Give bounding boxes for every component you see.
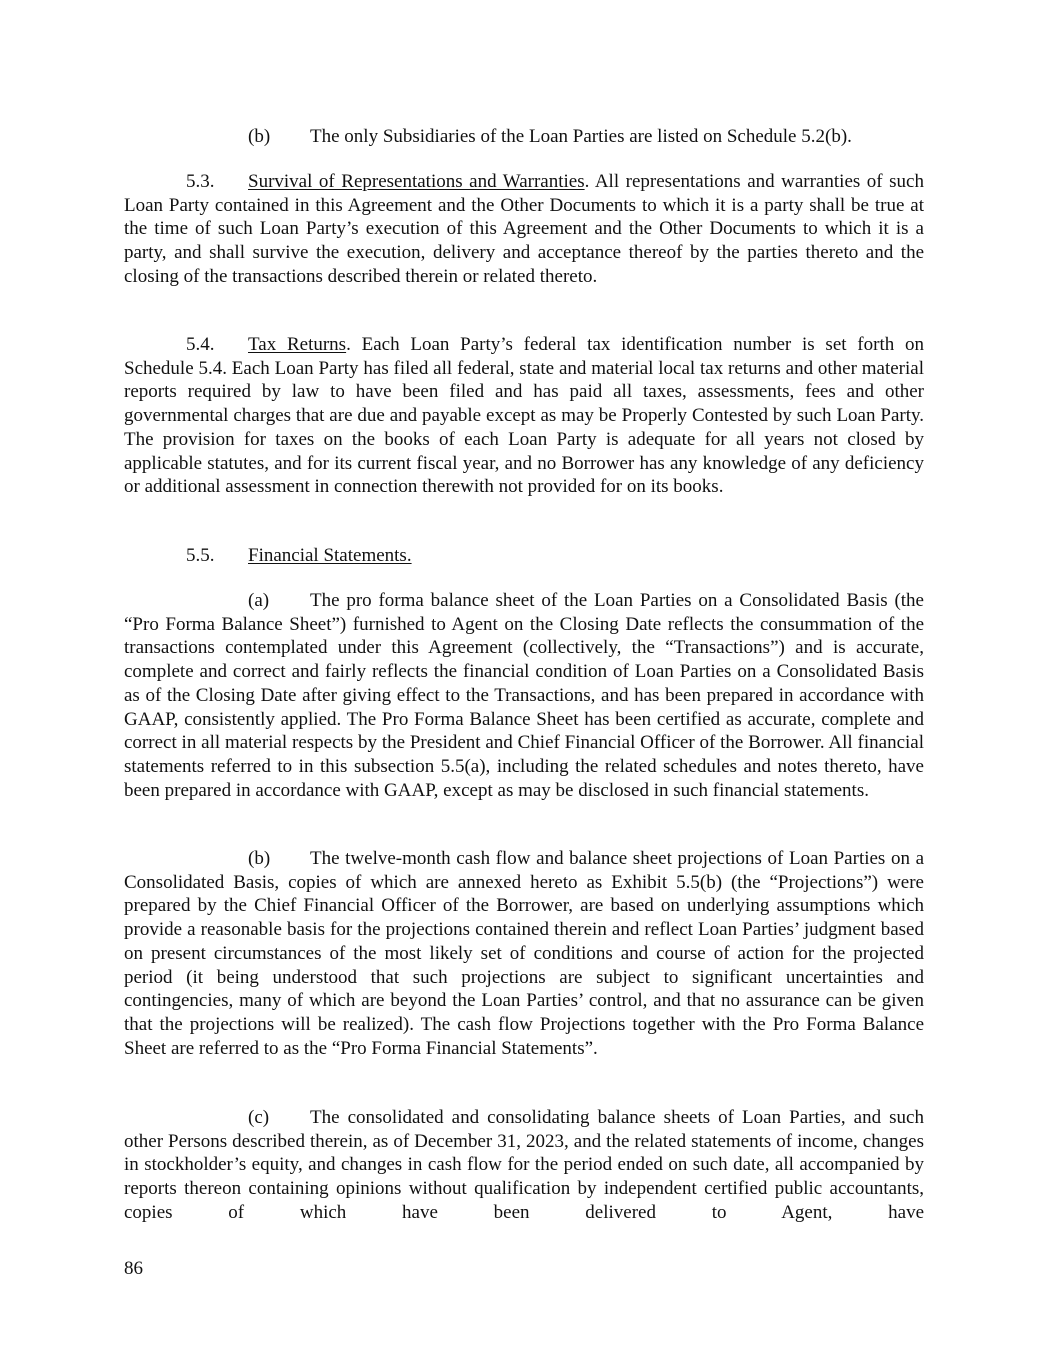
paragraph-text: . All representations and warranties of such Loan Party contained in this Agreement and the Other Documents to which it is a party shall be true at the time of such Loan Party’s execution of this Agreement and the Other Documents to which it is a party, and shall survive the execution, delivery and acceptance thereof by the parties thereto and the closing of the transactions described therein or related thereto. bbox=[124, 171, 924, 287]
section-5-4 bbox=[124, 333, 924, 499]
page-number: 86 bbox=[124, 1258, 143, 1279]
section-heading: Financial Statements. bbox=[248, 545, 412, 566]
paragraph-text: The only Subsidiaries of the Loan Parties are listed on Schedule 5.2(b). bbox=[310, 126, 852, 147]
section-number: 5.4. bbox=[186, 334, 215, 355]
section-heading: Survival of Representations and Warranties bbox=[248, 171, 585, 192]
section-heading: Tax Returns bbox=[248, 334, 347, 355]
section-5-3 bbox=[124, 170, 924, 289]
item-label: (c) bbox=[248, 1107, 270, 1128]
section-number: 5.5. bbox=[186, 545, 215, 566]
section-5-5 bbox=[124, 544, 924, 568]
paragraph-5-5-c bbox=[124, 1106, 924, 1225]
item-label: (a) bbox=[248, 590, 270, 611]
paragraph-text: The consolidated and consolidating balance sheets of Loan Parties, and such other Persons described therein, as of December 31, 2023, and the related statements of income, changes in stockholder’s equity, and changes in cash flow for the period ended on such date, all accompanied by reports thereon containing opinions without qualification by independent certified public accountants, copies of which have been delivered to Agent, have bbox=[124, 1107, 924, 1223]
section-number: 5.3. bbox=[186, 171, 215, 192]
paragraph-5-5-a bbox=[124, 589, 924, 802]
paragraph-text: . Each Loan Party’s federal tax identification number is set forth on Schedule 5.4. Each Loan Party has filed all federal, state and material local tax returns and other material reports required by law to have been filed and has paid all taxes, assessments, fees and other governmental charges that are due and payable except as may be Properly Contested by such Loan Party. The provision for taxes on the books of each Loan Party is adequate for all years not closed by applicable statutes, and for its current fiscal year, and no Borrower has any knowledge of any deficiency or additional assessment in connection therewith not provided for on its books. bbox=[124, 334, 924, 498]
paragraph-text: The pro forma balance sheet of the Loan Parties on a Consolidated Basis (the “Pro Forma Balance Sheet”) furnished to Agent on the Closing Date reflects the consummation of the transactions contemplated under this Agreement (collectively, the “Transactions”) and is accurate, complete and correct and fairly reflects the financial condition of Loan Parties on a Consolidated Basis as of the Closing Date after giving effect to the Transactions, and has been prepared in accordance with GAAP, consistently applied. The Pro Forma Balance Sheet has been certified as accurate, complete and correct in all material respects by the President and Chief Financial Officer of the Borrower. All financial statements referred to in this subsection 5.5(a), including the related schedules and notes thereto, have been prepared in accordance with GAAP, except as may be disclosed in such financial statements. bbox=[124, 590, 924, 801]
item-label: (b) bbox=[248, 848, 271, 869]
paragraph-5-5-b bbox=[124, 847, 924, 1060]
item-label: (b) bbox=[248, 126, 271, 147]
paragraph-text: The twelve-month cash flow and balance sheet projections of Loan Parties on a Consolidated Basis, copies of which are annexed hereto as Exhibit 5.5(b) (the “Projections”) were prepared by the Chief Financial Officer of the Borrower, are based on underlying assumptions which provide a reasonable basis for the projections contained therein and reflect Loan Parties’ judgment based on present circumstances of the most likely set of conditions and course of action for the projected period (it being understood that such projections are subject to significant uncertainties and contingencies, many of which are beyond the Loan Parties’ control, and that no assurance can be given that the projections will be realized). The cash flow Projections together with the Pro Forma Balance Sheet are referred to as the “Pro Forma Financial Statements”. bbox=[124, 848, 924, 1059]
paragraph-5-2-b bbox=[124, 125, 924, 149]
